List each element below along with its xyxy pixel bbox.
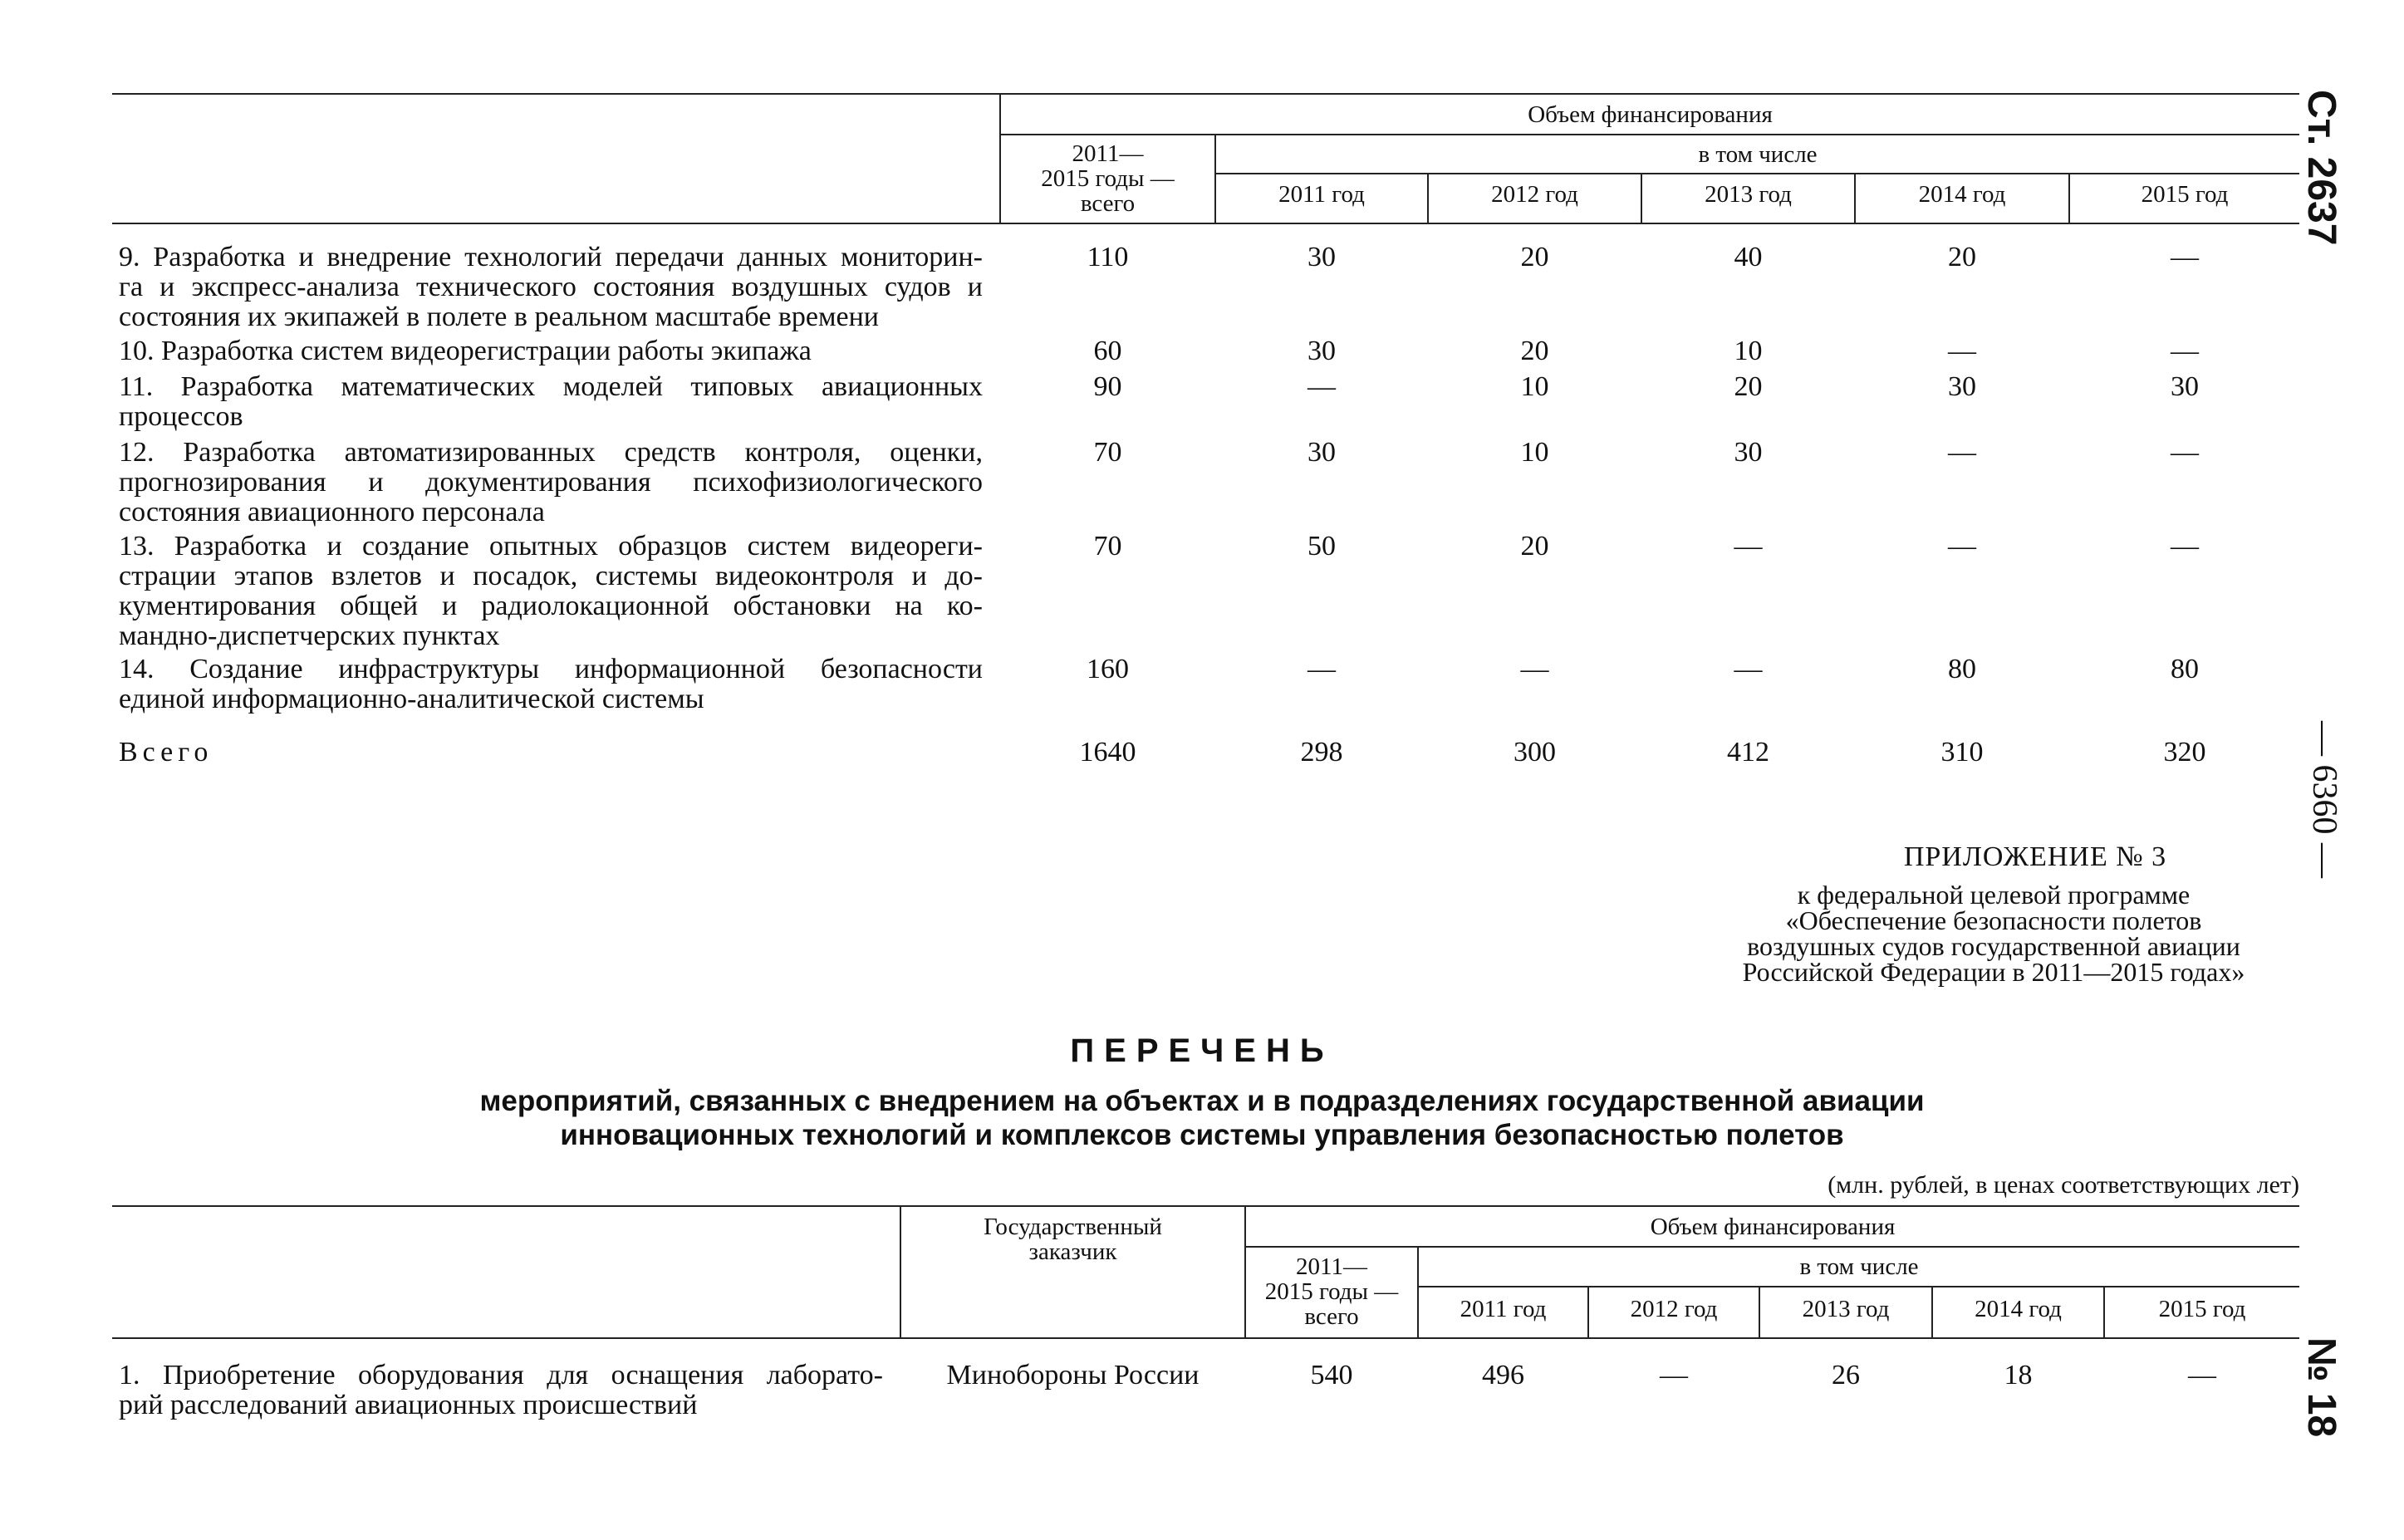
row-description: 11. Разработка математических моделей типовых авиационных процессов <box>119 371 983 432</box>
cell-2011: 496 <box>1482 1360 1524 1390</box>
units-note: (млн. рублей, в ценах соответствующих лет) <box>1828 1171 2299 1199</box>
cell-2012: 20 <box>1520 242 1549 272</box>
row-description: 9. Разработка и внедрение технологий передачи данных мониторин- га и экспресс-анализа технического состояния воздушных судов и состояния их экипажей в полете в реальном масштабе времени <box>119 242 983 332</box>
year-header: 2015 год <box>2158 1296 2246 1322</box>
cell-2014: — <box>1948 336 1976 366</box>
page-subtitle: мероприятий, связанных с внедрением на объектах и в подразделениях государственной авиации инновационных технологий и комплексов системы управления безопасностью полетов <box>479 1085 1925 1151</box>
cell-2013: 26 <box>1832 1360 1860 1390</box>
cell-total: 110 <box>1087 242 1129 272</box>
total-header: 2011— 2015 годы — всего <box>1264 1253 1399 1330</box>
row-description: 10. Разработка систем видеорегистрации работы экипажа <box>119 336 812 366</box>
cell-2012: — <box>1660 1360 1688 1390</box>
cell-2015: — <box>2171 336 2199 366</box>
cell-2011: 30 <box>1307 242 1336 272</box>
cell-2012: 300 <box>1514 737 1556 768</box>
row-description: 13. Разработка и создание опытных образцов систем видеореги- страции этапов взлетов и посадок, системы видеоконтроля и до- кументирования общей и радиолокационной обстановки на ко- мандно-диспетчерских пунктах <box>119 531 983 651</box>
cell-2012: — <box>1520 654 1549 684</box>
cell-2013: 20 <box>1734 371 1763 402</box>
year-header: 2012 год <box>1630 1296 1718 1322</box>
cell-total: 1640 <box>1079 737 1136 768</box>
cell-2014: 310 <box>1940 737 1984 768</box>
year-header: 2014 год <box>1918 181 2006 208</box>
cell-2015: 80 <box>2171 654 2199 684</box>
page-number: — 6360 — <box>2305 721 2343 878</box>
cell-2013: — <box>1734 531 1763 562</box>
cell-total: 70 <box>1093 531 1122 562</box>
article-number: Ст. 2637 <box>2299 90 2343 246</box>
cell-2015: 320 <box>2163 737 2206 768</box>
cell-2014: 20 <box>1948 242 1976 272</box>
total-label: Всего <box>119 737 213 768</box>
cell-total: 70 <box>1093 437 1122 468</box>
year-header: 2011 год <box>1278 181 1365 208</box>
funding-header: Объем финансирования <box>1528 101 1773 128</box>
cell-2011: — <box>1307 654 1336 684</box>
cell-customer: Минобороны России <box>946 1360 1200 1390</box>
issue-number: № 18 <box>2299 1337 2343 1438</box>
year-header: 2015 год <box>2141 181 2229 208</box>
cell-2015: — <box>2188 1360 2216 1390</box>
cell-total: 60 <box>1093 336 1122 366</box>
cell-2012: 10 <box>1520 437 1549 468</box>
cell-2015: — <box>2171 242 2199 272</box>
cell-2013: — <box>1734 654 1763 684</box>
cell-2015: — <box>2171 531 2199 562</box>
cell-2014: 30 <box>1948 371 1976 402</box>
cell-2014: — <box>1948 437 1976 468</box>
including-header: в том числе <box>1799 1253 1919 1280</box>
row-description: 1. Приобретение оборудования для оснащения лаборато- рий расследований авиационных происшествий <box>119 1360 883 1420</box>
appendix-title: ПРИЛОЖЕНИЕ № 3 <box>1903 841 2167 872</box>
cell-2014: 18 <box>2004 1360 2033 1390</box>
row-description: 12. Разработка автоматизированных средств контроля, оценки, прогнозирования и документирования психофизиологического состояния авиационного персонала <box>119 437 983 527</box>
year-header: 2014 год <box>1975 1296 2062 1322</box>
customer-header: Государственный заказчик <box>984 1214 1162 1265</box>
cell-2013: 30 <box>1734 437 1763 468</box>
cell-2011: 298 <box>1300 737 1343 768</box>
cell-2014: 80 <box>1948 654 1976 684</box>
year-header: 2012 год <box>1491 181 1578 208</box>
cell-2014: — <box>1948 531 1976 562</box>
cell-2013: 412 <box>1727 737 1769 768</box>
total-header: 2011— 2015 годы — всего <box>1041 140 1175 217</box>
year-header: 2013 год <box>1705 181 1792 208</box>
cell-2011: 30 <box>1307 437 1336 468</box>
cell-2011: 50 <box>1307 531 1336 562</box>
cell-2012: 20 <box>1520 531 1549 562</box>
cell-2013: 40 <box>1734 242 1763 272</box>
cell-2015: 30 <box>2171 371 2199 402</box>
funding-header: Объем финансирования <box>1650 1214 1896 1240</box>
year-header: 2013 год <box>1802 1296 1890 1322</box>
cell-total: 90 <box>1093 371 1122 402</box>
including-header: в том числе <box>1698 141 1818 168</box>
cell-2011: — <box>1307 371 1336 402</box>
appendix-description: к федеральной целевой программе «Обеспечение безопасности полетов воздушных судов государственной авиации Российской Федерации в 2011—2015 годах» <box>1742 880 2245 987</box>
cell-2012: 20 <box>1520 336 1549 366</box>
cell-2013: 10 <box>1734 336 1763 366</box>
year-header: 2011 год <box>1460 1296 1547 1322</box>
cell-total: 160 <box>1087 654 1129 684</box>
row-description: 14. Создание инфраструктуры информационной безопасности единой информационно-аналитической системы <box>119 654 983 714</box>
page-title: ПЕРЕЧЕНЬ <box>1070 1032 1334 1069</box>
cell-2015: — <box>2171 437 2199 468</box>
cell-total: 540 <box>1310 1360 1353 1390</box>
cell-2012: 10 <box>1520 371 1549 402</box>
cell-2011: 30 <box>1307 336 1336 366</box>
